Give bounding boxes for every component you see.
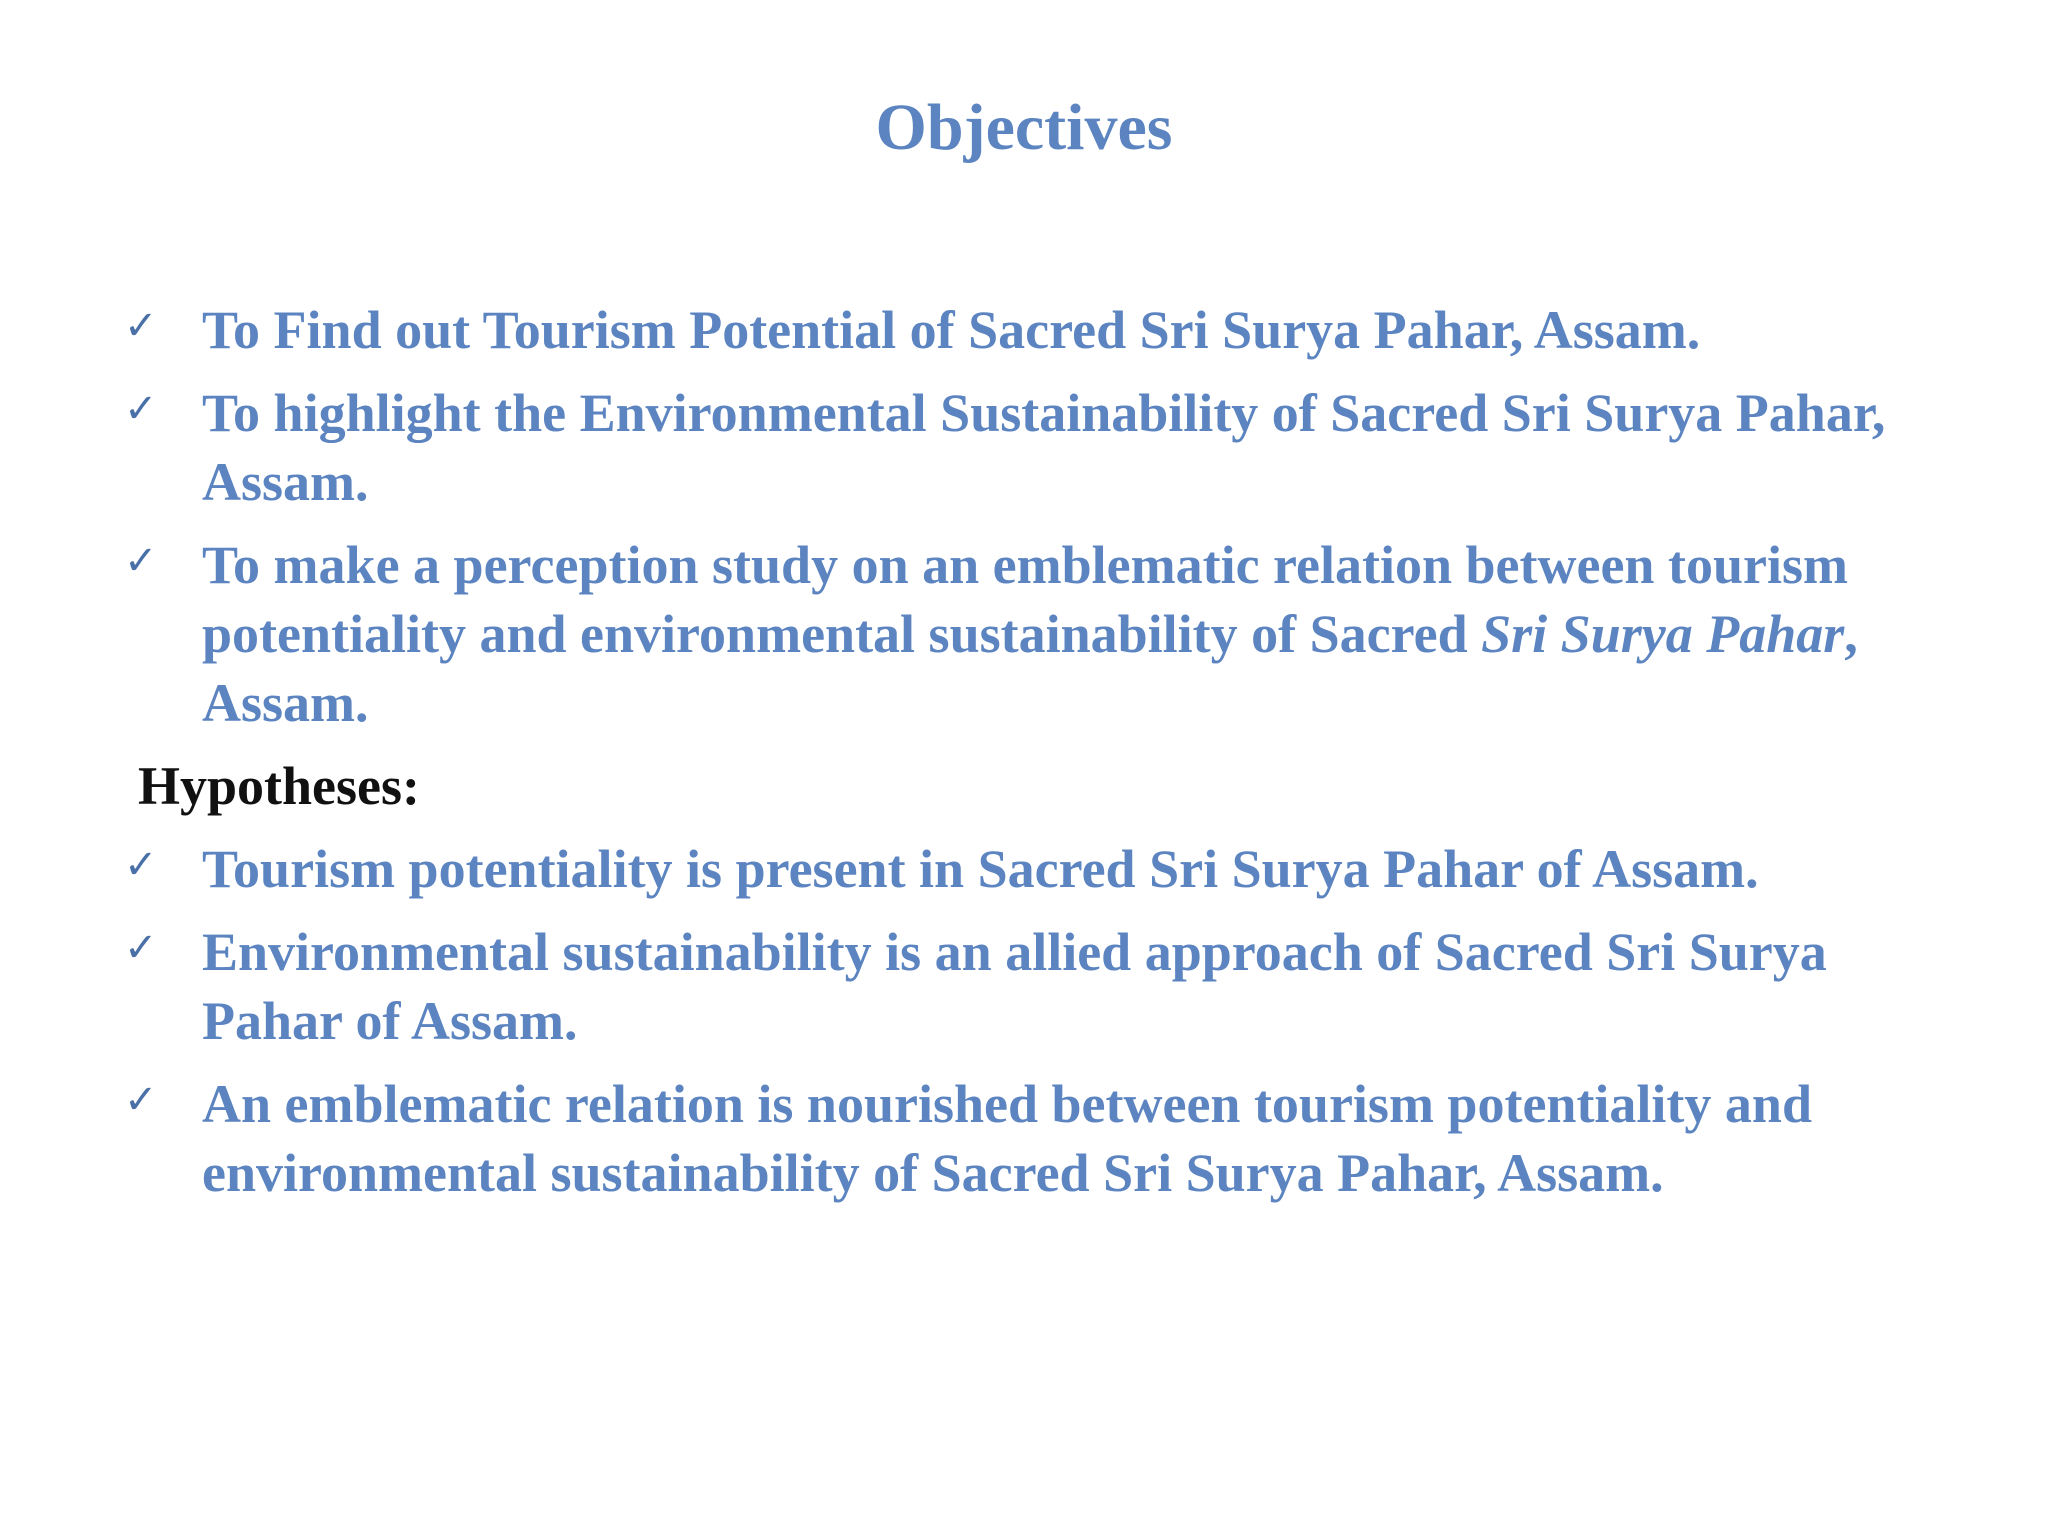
hypothesis-text: Environmental sustainability is an allied approach of Sacred Sri Surya Pahar of Assam. (202, 922, 1827, 1051)
checkmark-icon: ✓ (124, 538, 158, 584)
objective-text-part: , Assam. (202, 604, 1858, 733)
hypothesis-text: Tourism potentiality is present in Sacred Sri Surya Pahar of Assam. (202, 839, 1759, 899)
hypothesis-item-2 (124, 918, 1964, 1056)
hypothesis-item-1 (124, 835, 1964, 904)
checkmark-icon: ✓ (124, 842, 158, 888)
checkmark-icon: ✓ (124, 925, 158, 971)
slide-title: Objectives (875, 91, 1173, 164)
objective-item-2 (124, 379, 1964, 517)
objective-text: To highlight the Environmental Sustainability of Sacred Sri Surya Pahar, Assam. (202, 383, 1886, 512)
checkmark-icon: ✓ (124, 386, 158, 432)
objective-item-3 (124, 531, 1964, 738)
checkmark-icon: ✓ (124, 303, 158, 349)
hypothesis-item-3 (124, 1070, 1964, 1208)
checkmark-icon: ✓ (124, 1077, 158, 1123)
slide-content (124, 296, 1964, 1222)
objective-item-1 (124, 296, 1964, 365)
objective-text-italic: Sri Surya Pahar (1481, 604, 1845, 664)
hypotheses-heading: Hypotheses: (138, 756, 420, 816)
objective-text: To Find out Tourism Potential of Sacred Sri Surya Pahar, Assam. (202, 300, 1701, 360)
hypothesis-text: An emblematic relation is nourished between tourism potentiality and environmental sustainability of Sacred Sri Surya Pahar, Assam. (202, 1074, 1812, 1203)
objective-text-part: To make a perception study on an emblematic relation between tourism potentiality and environmental sustainability of Sacred (202, 535, 1848, 664)
